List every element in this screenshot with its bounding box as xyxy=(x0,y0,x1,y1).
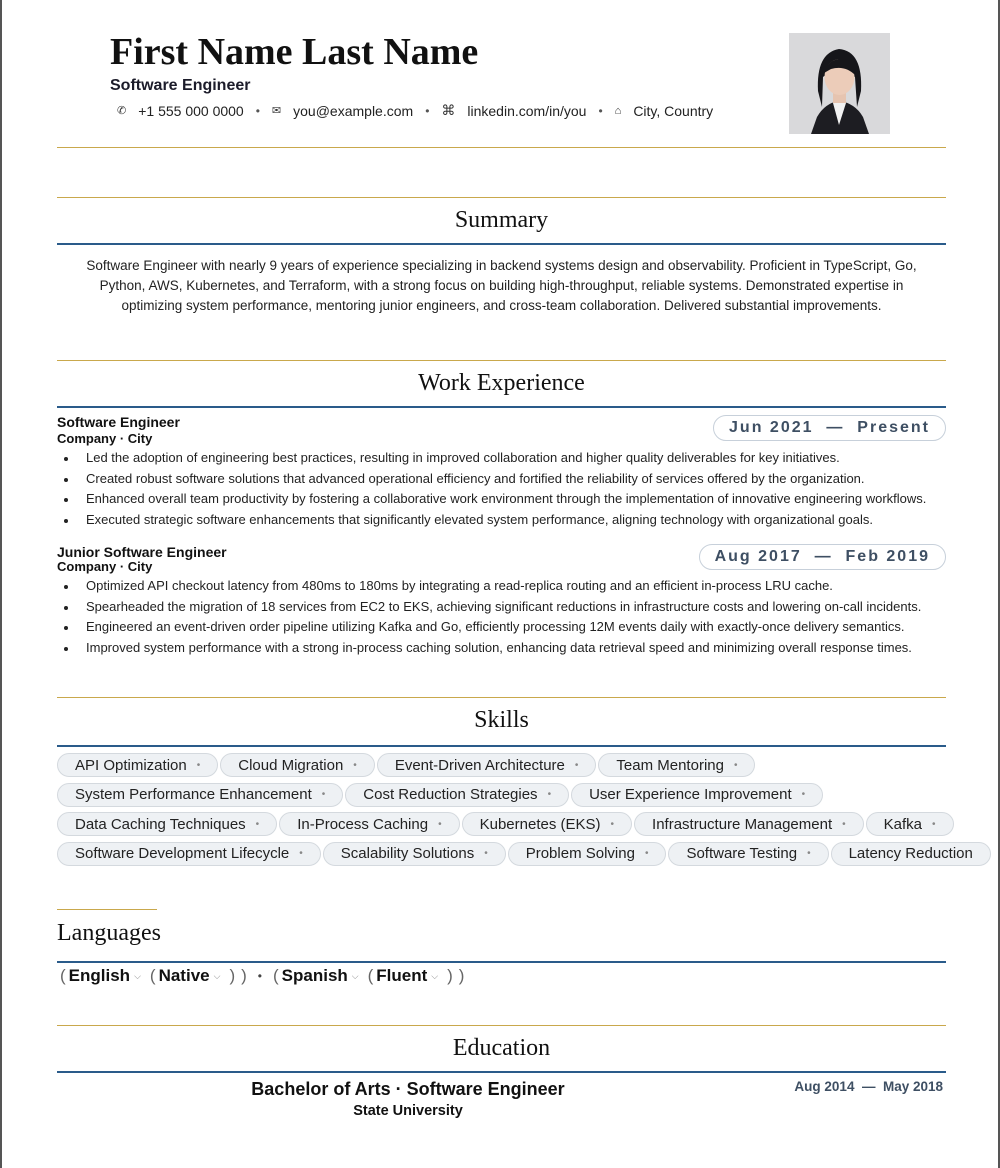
skill-chip xyxy=(866,812,954,836)
education-heading: Education xyxy=(452,1035,551,1061)
education-degree: Bachelor of Arts · Software Engineer xyxy=(251,1079,565,1099)
list-item: Engineered an event-driven order pipeline utilizing Kafka and Go, efficiently processing 12M events daily with exactly-once delivery semantics. xyxy=(57,617,946,638)
language-separator: • xyxy=(257,969,262,983)
job-company: Company · City xyxy=(57,431,153,446)
job-date-text: Jun 2021 — Present xyxy=(729,419,930,436)
job-bullet-list xyxy=(57,448,946,530)
skills-row xyxy=(57,812,946,842)
paren: ( xyxy=(60,966,66,985)
contact-separator: • xyxy=(598,103,603,118)
skill-label: Latency Reduction xyxy=(848,845,973,862)
skills-row xyxy=(57,783,946,813)
job-company: Company · City xyxy=(57,559,153,574)
skill-chip xyxy=(57,812,277,836)
job-date-range xyxy=(713,415,946,441)
skill-label: System Performance Enhancement xyxy=(75,786,312,803)
skill-chip xyxy=(57,842,321,866)
chevron-down-icon[interactable]: ⌵ xyxy=(134,970,141,981)
list-item: Spearheaded the migration of 18 services from EC2 to EKS, achieving significant reductions in infrastructure costs and lowering on-call incidents. xyxy=(57,597,946,618)
skill-label: Data Caching Techniques xyxy=(75,815,246,833)
summary-top-rule xyxy=(57,197,946,198)
chip-dot: • xyxy=(574,759,579,771)
chip-dot: • xyxy=(801,789,806,800)
skill-chip xyxy=(462,812,632,836)
chip-dot: • xyxy=(932,818,936,830)
skill-label: Software Testing xyxy=(686,845,798,862)
job-bullet-list xyxy=(57,576,946,658)
summary-heading: Summary xyxy=(454,207,549,233)
candidate-name: First Name Last Name xyxy=(110,31,479,73)
experience-top-rule xyxy=(57,360,946,361)
education-top-rule xyxy=(57,1025,946,1026)
skill-label: In-Process Caching xyxy=(297,815,429,833)
paren: ) xyxy=(241,966,247,985)
job-date-range xyxy=(699,544,946,570)
home-icon: ⌂ xyxy=(614,104,622,117)
list-item: Created robust software solutions that advanced operational efficiency and fortified the reliability of services offered by the organization. xyxy=(57,469,946,490)
paren: ( xyxy=(367,966,374,985)
skill-chip xyxy=(323,842,506,866)
skill-label: Scalability Solutions xyxy=(340,845,475,862)
skill-label: Infrastructure Management xyxy=(652,815,833,833)
skill-chip xyxy=(57,753,218,777)
education-school: State University xyxy=(353,1103,463,1119)
languages-heading: Languages xyxy=(57,920,161,946)
skill-chip xyxy=(377,753,597,777)
skill-chip xyxy=(220,753,375,777)
list-item: Optimized API checkout latency from 480ms to 180ms by integrating a read-replica routing and an efficient in-process LRU cache. xyxy=(57,576,946,597)
contact-linkedin[interactable]: linkedin.com/in/you xyxy=(467,102,587,119)
chip-dot: • xyxy=(842,818,846,830)
skills-top-rule xyxy=(57,697,946,698)
skill-label: API Optimization xyxy=(75,756,187,774)
skill-chip xyxy=(831,842,991,866)
linkedin-icon: ⌘ xyxy=(441,102,456,118)
languages-list xyxy=(57,966,467,986)
chip-dot: • xyxy=(807,848,811,859)
chip-dot: • xyxy=(733,759,738,771)
job-title: Junior Software Engineer xyxy=(57,544,227,560)
education-date-range: Aug 2014 — May 2018 xyxy=(794,1079,943,1094)
profile-photo xyxy=(789,33,890,134)
experience-heading: Work Experience xyxy=(418,370,585,396)
skill-chip xyxy=(345,783,569,807)
skill-chip xyxy=(279,812,459,836)
skill-chip xyxy=(571,783,823,807)
list-item: Improved system performance with a strong in-process caching solution, enhancing data retrieval speed and minimizing overall response times. xyxy=(57,638,946,659)
list-item: Led the adoption of engineering best practices, resulting in improved collaboration and higher quality deliverables for key initiatives. xyxy=(57,448,946,469)
skill-label: Event-Driven Architecture xyxy=(394,756,565,774)
skills-row xyxy=(57,842,973,872)
chip-dot: • xyxy=(547,789,552,800)
chip-dot: • xyxy=(353,759,357,771)
email-icon: ✉ xyxy=(271,105,282,117)
language-level: Native xyxy=(158,966,210,985)
languages-rule xyxy=(57,961,946,963)
contact-email[interactable]: you@example.com xyxy=(293,102,414,119)
skill-label: User Experience Improvement xyxy=(589,786,792,803)
chip-dot: • xyxy=(196,759,201,771)
language-name: English xyxy=(68,966,131,985)
phone-icon: ✆ xyxy=(117,105,127,117)
chip-dot: • xyxy=(438,818,442,830)
contact-phone[interactable]: +1 555 000 0000 xyxy=(138,102,244,119)
skill-chip xyxy=(668,842,828,866)
contact-separator: • xyxy=(255,103,260,118)
skills-list xyxy=(57,753,973,871)
header-rule xyxy=(57,147,946,148)
chip-dot: • xyxy=(644,848,649,859)
skills-heading: Skills xyxy=(474,707,529,733)
skill-label: Problem Solving xyxy=(525,845,635,862)
job-title: Software Engineer xyxy=(57,414,180,430)
skill-label: Cost Reduction Strategies xyxy=(363,786,538,803)
chevron-down-icon[interactable]: ⌵ xyxy=(351,970,359,981)
chip-dot: • xyxy=(484,848,488,859)
paren: ( xyxy=(272,966,279,985)
skills-rule xyxy=(57,745,946,747)
skills-row xyxy=(57,753,946,783)
skill-label: Software Development Lifecycle xyxy=(75,845,290,862)
chip-dot: • xyxy=(299,848,303,859)
paren: ) xyxy=(229,966,236,985)
contact-separator: • xyxy=(425,103,430,118)
languages-accent-rule xyxy=(57,909,157,910)
contact-location: City, Country xyxy=(633,102,714,119)
skill-label: Kubernetes (EKS) xyxy=(479,815,601,833)
summary-text: Software Engineer with nearly 9 years of experience specializing in backend systems design and observability. Proficient in TypeScript, Go, Python, AWS, Kubernetes, and Terraform, with a strong focus on building high-throughput, reliable systems. Demonstrated expertise in optimizing system performance, mentoring junior engineers, and cross-team collaboration. Delivered substantial improvements. xyxy=(86,258,917,313)
skill-chip xyxy=(57,783,343,807)
chip-dot: • xyxy=(255,818,260,830)
skill-chip xyxy=(508,842,667,866)
skill-chip xyxy=(598,753,755,777)
language-name: Spanish xyxy=(281,966,348,985)
chip-dot: • xyxy=(321,789,326,800)
education-rule xyxy=(57,1071,946,1073)
candidate-role: Software Engineer xyxy=(110,77,251,94)
chevron-down-icon[interactable]: ⌵ xyxy=(213,970,221,981)
page-left-edge xyxy=(0,0,2,1168)
contact-line xyxy=(117,102,713,119)
list-item: Enhanced overall team productivity by fostering a collaborative work environment through the implementation of innovative engineering workflows. xyxy=(57,489,946,510)
paren: ) xyxy=(447,966,453,985)
language-level: Fluent xyxy=(376,966,428,985)
list-item: Executed strategic software enhancements that significantly elevated system performance, aligning technology with organizational goals. xyxy=(57,510,946,531)
experience-rule xyxy=(57,406,946,408)
skill-label: Kafka xyxy=(883,815,922,833)
skill-label: Team Mentoring xyxy=(616,756,724,774)
chip-dot: • xyxy=(610,818,615,830)
chevron-down-icon[interactable]: ⌵ xyxy=(431,970,439,981)
skill-chip xyxy=(634,812,864,836)
paren: ) xyxy=(458,966,465,985)
job-date-text: Aug 2017 — Feb 2019 xyxy=(714,548,930,565)
paren: ( xyxy=(149,966,156,985)
summary-rule xyxy=(57,243,946,245)
skill-label: Cloud Migration xyxy=(238,756,344,774)
